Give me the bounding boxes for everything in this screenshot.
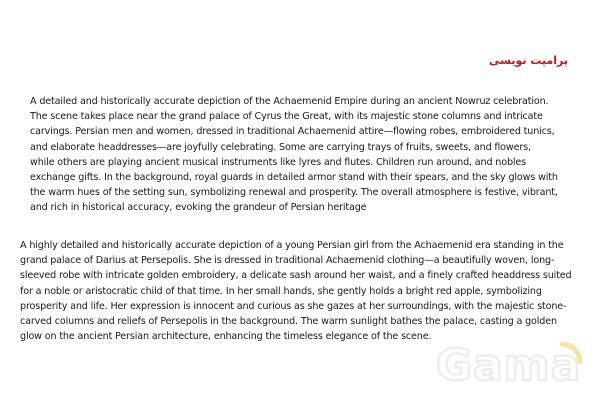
watermark-text: Gama	[436, 340, 582, 386]
document-title: پرامپت نویسی	[489, 54, 568, 67]
gama-watermark-logo	[434, 338, 584, 386]
paragraph-persian-girl-prompt: A highly detailed and historically accurate depiction of a young Persian girl from the Achaemenid era standing in the grand palace of Darius at Persepolis. She is dressed in traditional Achaemenid clothing—a beautifully woven, long-sleeved robe with intricate golden embroidery, a delicate sash around her waist, and a finely crafted headdress suited for a noble or aristocratic child of that time. In her small hands, she gently holds a bright red apple, symbolizing prosperity and life. Her expression is innocent and curious as she gazes at her surroundings, with the majestic stone-carved columns and reliefs of Persepolis in the background. The warm sunlight bathes the palace, casting a golden glow on the ancient Persian architecture, enhancing the timeless elegance of the scene.	[20, 240, 572, 343]
paragraph-nowruz-prompt: A detailed and historically accurate depiction of the Achaemenid Empire during an ancient Nowruz celebration. The scene takes place near the grand palace of Cyrus the Great, with its majestic stone columns and intricate carvings. Persian men and women, dressed in traditional Achaemenid attire—flowing robes, embroidered tunics, and elaborate headdresses—are joyfully celebrating. Some are carrying trays of fruits, sweets, and flowers, while others are playing ancient musical instruments like lyres and flutes. Children run around, and nobles exchange gifts. In the background, royal guards in detailed armor stand with their spears, and the sky glows with the warm hues of the setting sun, symbolizing renewal and prosperity. The overall atmosphere is festive, vibrant, and rich in historical accuracy, evoking the grandeur of Persian heritage	[30, 96, 558, 214]
